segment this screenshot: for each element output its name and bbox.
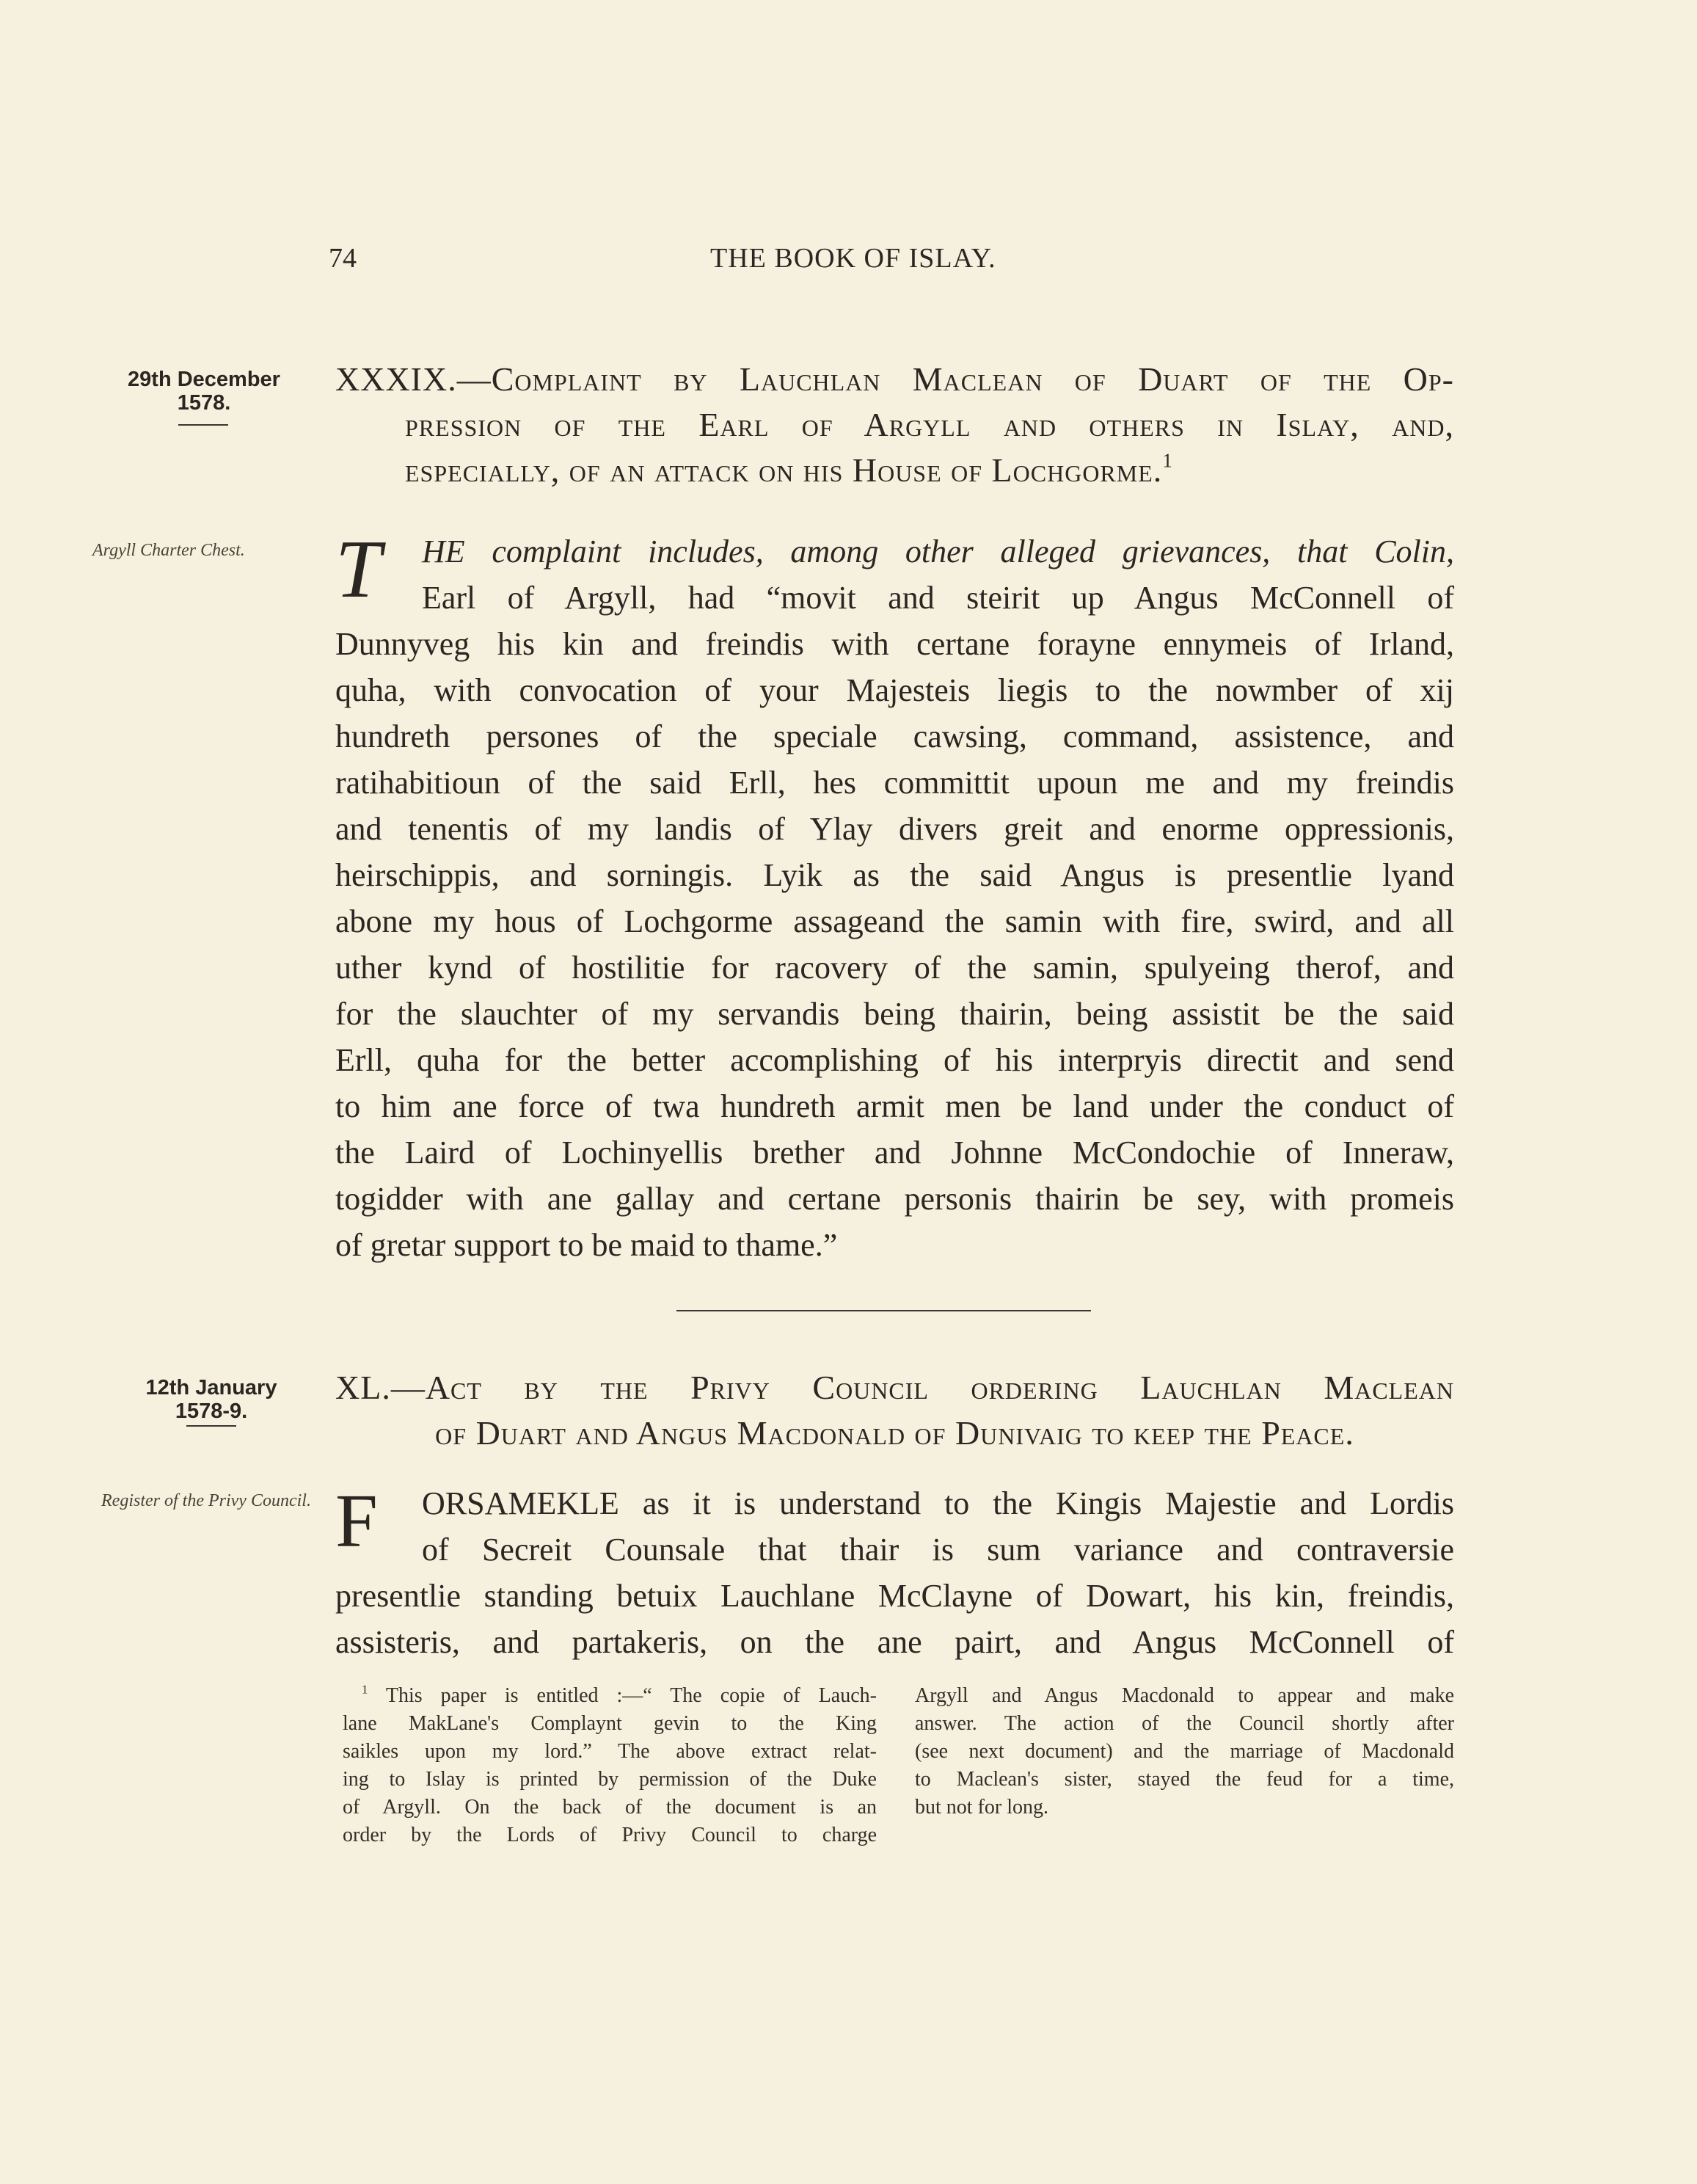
body-line: presentlie standing betuix Lauchlane McClayne of Dowart, his kin, freindis,: [335, 1578, 1454, 1614]
body-line: assisteris, and partakeris, on the ane pairt, and Angus McConnell of: [335, 1624, 1454, 1660]
date-rule: [178, 424, 228, 426]
date-year: 1578-9.: [175, 1399, 248, 1423]
running-title: THE BOOK OF ISLAY.: [710, 243, 996, 274]
body-line: and tenentis of my landis of Ylay divers greit and enorme oppressionis,: [335, 811, 1454, 847]
footnote-line: (see next document) and the marriage of Macdonald: [915, 1740, 1454, 1763]
body-line: of gretar support to be maid to thame.”: [335, 1227, 838, 1263]
footnote-column: [915, 1682, 1454, 1821]
section-body: [335, 1480, 1454, 1665]
date-line: 29th December: [128, 368, 280, 391]
heading-line: [335, 448, 1454, 493]
source-note: Register of the Privy Council.: [101, 1491, 311, 1510]
section-heading: [335, 357, 1454, 493]
body-line: ORSAMEKLE as it is understand to the Kingis Majestie and Lordis: [422, 1485, 1454, 1521]
footnote-column: [343, 1682, 877, 1849]
body-line: quha, with convocation of your Majesteis liegis to the nowmber of xij: [335, 672, 1454, 708]
body-line: Erll, quha for the better accomplishing of his interpryis directit and send: [335, 1042, 1454, 1078]
footnote-line: to Maclean's sister, stayed the feud for a time,: [915, 1768, 1454, 1791]
heading-line: XL.—Act by the Privy Council ordering Lauchlan Maclean: [335, 1369, 1454, 1406]
footnote-line: Argyll and Angus Macdonald to appear and make: [915, 1684, 1454, 1707]
footnote-line: saikles upon my lord.” The above extract relat-: [343, 1740, 877, 1763]
body-line: for the slauchter of my servandis being thairin, being assistit be the said: [335, 996, 1454, 1032]
body-line: the Laird of Lochinyellis brether and Johnne McCondochie of Inneraw,: [335, 1135, 1454, 1171]
body-line: uther kynd of hostilitie for racovery of the samin, spulyeing therof, and: [335, 950, 1454, 986]
body-line: ratihabitioun of the said Erll, hes committit upoun me and my freindis: [335, 765, 1454, 801]
footnote-line: lane MakLane's Complaynt gevin to the King: [343, 1712, 877, 1735]
footnote-ref: 1: [1162, 448, 1174, 472]
body-line: hundreth persones of the speciale cawsing, command, assistence, and: [335, 718, 1454, 754]
footnote-line: but not for long.: [915, 1796, 1048, 1819]
date-line: 12th January: [145, 1376, 277, 1399]
footnote-line: answer. The action of the Council shortly after: [915, 1712, 1454, 1735]
section-divider: [676, 1310, 1091, 1311]
heading-line: of Duart and Angus Macdonald of Dunivaig to keep the Peace.: [435, 1414, 1354, 1452]
date-rule: [186, 1425, 236, 1427]
body-line: heirschippis, and sorningis. Lyik as the said Angus is presentlie lyand: [335, 857, 1454, 893]
section-date: [123, 1375, 299, 1427]
heading-text: especially, of an attack on his House of Lochgorme.: [405, 451, 1163, 489]
footnote-line: ing to Islay is printed by permission of the Duke: [343, 1768, 877, 1791]
footnote-line: order by the Lords of Privy Council to charge: [343, 1824, 877, 1846]
heading-line: pression of the Earl of Argyll and others in Islay, and,: [405, 406, 1454, 443]
date-year: 1578.: [177, 391, 231, 415]
body-line: Dunnyveg his kin and freindis with certane forayne ennymeis of Irland,: [335, 626, 1454, 662]
source-note: Argyll Charter Chest.: [92, 541, 245, 560]
drop-cap: F: [335, 1479, 378, 1563]
body-line: togidder with ane gallay and certane personis thairin be sey, with promeis: [335, 1181, 1454, 1217]
section-date: [109, 367, 299, 426]
drop-cap: T: [335, 524, 382, 615]
page-number: 74: [329, 243, 357, 274]
section-body: [335, 524, 1454, 1268]
heading-line: XXXIX.—Complaint by Lauchlan Maclean of Duart of the Op-: [335, 360, 1454, 398]
footnote-marker: 1: [362, 1682, 368, 1697]
section-heading: [335, 1365, 1454, 1456]
body-line: of Secreit Counsale that thair is sum variance and contraversie: [422, 1532, 1454, 1568]
footnote-text: This paper is entitled :—“ The copie of Lauch-: [385, 1684, 877, 1707]
body-line: HE complaint includes, among other alleged grievances, that Colin,: [422, 534, 1454, 569]
body-line: Earl of Argyll, had “movit and steirit up Angus McConnell of: [422, 580, 1454, 616]
body-line: to him ane force of twa hundreth armit men be land under the conduct of: [335, 1088, 1454, 1124]
footnote-line: [343, 1682, 877, 1710]
body-line: abone my hous of Lochgorme assageand the samin with fire, swird, and all: [335, 903, 1454, 939]
footnote-line: of Argyll. On the back of the document is an: [343, 1796, 877, 1819]
